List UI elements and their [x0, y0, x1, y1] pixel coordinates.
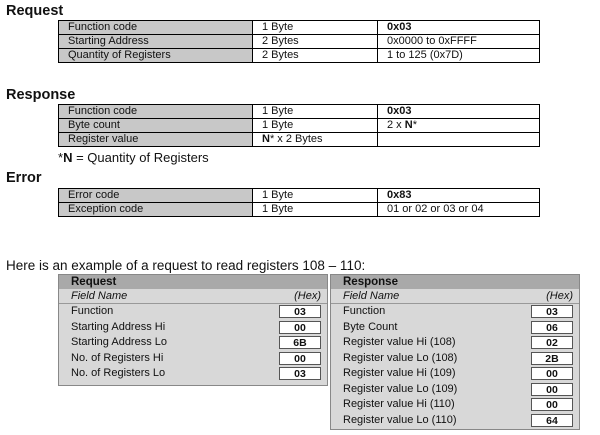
panel-column-header	[331, 289, 579, 304]
example-request-panel	[58, 274, 328, 386]
field-name: Register value Lo (110)	[343, 413, 457, 426]
field-name: Register value Lo (108)	[343, 351, 458, 364]
response-heading: Response	[6, 87, 76, 103]
example-response-panel	[330, 274, 580, 430]
hex-value: 6B	[279, 336, 321, 349]
field-name: Function	[71, 305, 114, 317]
field-size: 2 Bytes	[253, 49, 378, 63]
field-name: No. of Registers Hi	[71, 351, 164, 364]
field-label: Error code	[59, 189, 253, 203]
field-value: 0x0000 to 0xFFFF	[378, 35, 540, 49]
list-item	[331, 397, 579, 413]
error-heading: Error	[6, 170, 42, 186]
field-size: 1 Byte	[253, 189, 378, 203]
field-label: Register value	[59, 133, 253, 147]
field-size: 1 Byte	[253, 203, 378, 217]
hex-header: (Hex)	[294, 290, 321, 302]
table-row	[59, 35, 540, 49]
field-label: Exception code	[59, 203, 253, 217]
field-value: 2 x N*	[378, 119, 540, 133]
list-item	[331, 351, 579, 367]
field-name: Function	[343, 305, 386, 317]
field-value: 0x03	[378, 105, 540, 119]
list-item	[331, 335, 579, 351]
field-name: Register value Hi (108)	[343, 336, 456, 348]
panel-column-header	[59, 289, 327, 304]
hex-value: 03	[279, 305, 321, 318]
field-value: 01 or 02 or 03 or 04	[378, 203, 540, 217]
field-value: 1 to 125 (0x7D)	[378, 49, 540, 63]
panel-title: Response	[331, 275, 579, 289]
field-name: No. of Registers Lo	[71, 367, 166, 379]
request-heading: Request	[6, 3, 64, 19]
field-size: 2 Bytes	[253, 35, 378, 49]
table-row	[59, 203, 540, 217]
field-name: Register value Hi (110)	[343, 398, 455, 410]
field-name: Register value Lo (109)	[343, 382, 458, 395]
hex-value: 2B	[531, 352, 573, 365]
field-label: Function code	[59, 105, 253, 119]
field-name-header: Field Name	[71, 290, 128, 302]
field-size: 1 Byte	[253, 119, 378, 133]
list-item	[59, 320, 327, 336]
hex-value: 00	[531, 367, 573, 380]
field-value	[378, 133, 540, 147]
list-item	[59, 351, 327, 367]
field-size: 1 Byte	[253, 21, 378, 35]
hex-value: 06	[531, 321, 573, 334]
footnote: *N = Quantity of Registers	[58, 150, 209, 165]
table-row	[59, 105, 540, 119]
list-item	[331, 413, 579, 429]
hex-value: 02	[531, 336, 573, 349]
list-item	[331, 366, 579, 382]
field-name: Starting Address Lo	[71, 336, 168, 348]
list-item	[331, 382, 579, 398]
hex-value: 03	[279, 367, 321, 380]
hex-value: 03	[531, 305, 573, 318]
list-item	[59, 366, 327, 382]
field-label: Starting Address	[59, 35, 253, 49]
table-row	[59, 133, 540, 147]
field-label: Byte count	[59, 119, 253, 133]
response-table	[58, 104, 540, 147]
table-row	[59, 21, 540, 35]
table-row	[59, 189, 540, 203]
hex-value: 00	[279, 352, 321, 365]
field-name: Starting Address Hi	[71, 320, 166, 333]
hex-value: 00	[279, 321, 321, 334]
list-item	[331, 320, 579, 336]
field-value: 0x03	[378, 21, 540, 35]
field-name: Register value Hi (109)	[343, 367, 456, 379]
field-size: N* x 2 Bytes	[253, 133, 378, 147]
field-label: Quantity of Registers	[59, 49, 253, 63]
hex-value: 64	[531, 414, 573, 427]
hex-header: (Hex)	[546, 290, 573, 302]
request-table	[58, 20, 540, 63]
list-item	[59, 304, 327, 320]
panel-title: Request	[59, 275, 327, 289]
list-item	[59, 335, 327, 351]
example-caption: Here is an example of a request to read registers 108 – 110:	[6, 258, 366, 273]
field-name-header: Field Name	[343, 290, 400, 302]
field-size: 1 Byte	[253, 105, 378, 119]
hex-value: 00	[531, 383, 573, 396]
hex-value: 00	[531, 398, 573, 411]
field-name: Byte Count	[343, 320, 398, 333]
error-table	[58, 188, 540, 217]
list-item	[331, 304, 579, 320]
table-row	[59, 49, 540, 63]
field-label: Function code	[59, 21, 253, 35]
field-value: 0x83	[378, 189, 540, 203]
table-row	[59, 119, 540, 133]
